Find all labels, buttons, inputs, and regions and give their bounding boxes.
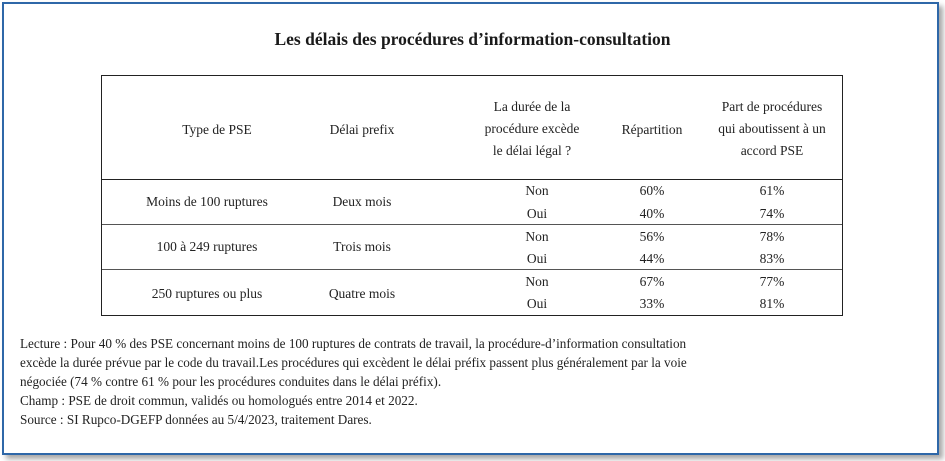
group2-row1-part: 78% (759, 229, 785, 244)
group1-row2-part: 74% (759, 206, 785, 221)
group1-row1-repartition: 60% (639, 183, 665, 198)
header-type: Type de PSE (182, 122, 252, 137)
group3-row1-duree: Non (525, 274, 549, 289)
group2-row2-duree: Oui (526, 251, 548, 266)
group3-delai: Quatre mois (328, 286, 396, 301)
header-part-line3: accord PSE (740, 143, 804, 158)
group2-row1-duree: Non (525, 229, 549, 244)
group2-row2-part: 83% (759, 251, 785, 266)
group2-delai: Trois mois (333, 239, 391, 254)
header-part-line1: Part de procédures (721, 99, 823, 114)
note-source: Source : SI Rupco-DGEFP données au 5/4/2023, traitement Dares. (20, 412, 372, 427)
group3-row2-part: 81% (759, 296, 785, 311)
header-duree-line1: La durée de la (493, 99, 571, 114)
group-separator (102, 269, 842, 270)
header-delai: Délai prefix (329, 122, 395, 137)
note-lecture-line1: Lecture : Pour 40 % des PSE concernant moins de 100 ruptures de contrats de travail, la procédure-d’information consultation (20, 336, 687, 351)
group1-row1-part: 61% (759, 183, 785, 198)
group1-type: Moins de 100 ruptures (146, 194, 268, 209)
note-lecture-line2: excède la durée prévue par le code du travail.Les procédures qui excèdent le délai préfix passent plus généralement par la voie (20, 355, 687, 370)
note-champ: Champ : PSE de droit commun, validés ou homologués entre 2014 et 2022. (20, 393, 418, 408)
group3-type: 250 ruptures ou plus (151, 286, 263, 301)
group3-row2-duree: Oui (526, 296, 548, 311)
group2-type: 100 à 249 ruptures (156, 239, 258, 254)
group-separator (102, 224, 842, 225)
header-duree-line2: procédure excède (484, 121, 580, 136)
figure-title: Les délais des procédures d’information-consultation (274, 29, 671, 49)
group3-row2-repartition: 33% (639, 296, 665, 311)
group2-row2-repartition: 44% (639, 251, 665, 266)
data-table (101, 75, 843, 316)
note-lecture-line3: négociée (74 % contre 61 % pour les procédures conduites dans le délai préfix). (20, 374, 442, 389)
group1-row2-duree: Oui (526, 206, 548, 221)
group3-row1-repartition: 67% (639, 274, 665, 289)
header-part-line2: qui aboutissent à un (718, 121, 826, 136)
header-duree-line3: le délai légal ? (492, 143, 572, 158)
figure-notes (20, 334, 940, 429)
group3-row1-part: 77% (759, 274, 785, 289)
group1-row1-duree: Non (525, 183, 549, 198)
group2-row1-repartition: 56% (639, 229, 665, 244)
header-repartition: Répartition (621, 122, 683, 137)
group1-delai: Deux mois (332, 194, 392, 209)
group1-row2-repartition: 40% (639, 206, 665, 221)
